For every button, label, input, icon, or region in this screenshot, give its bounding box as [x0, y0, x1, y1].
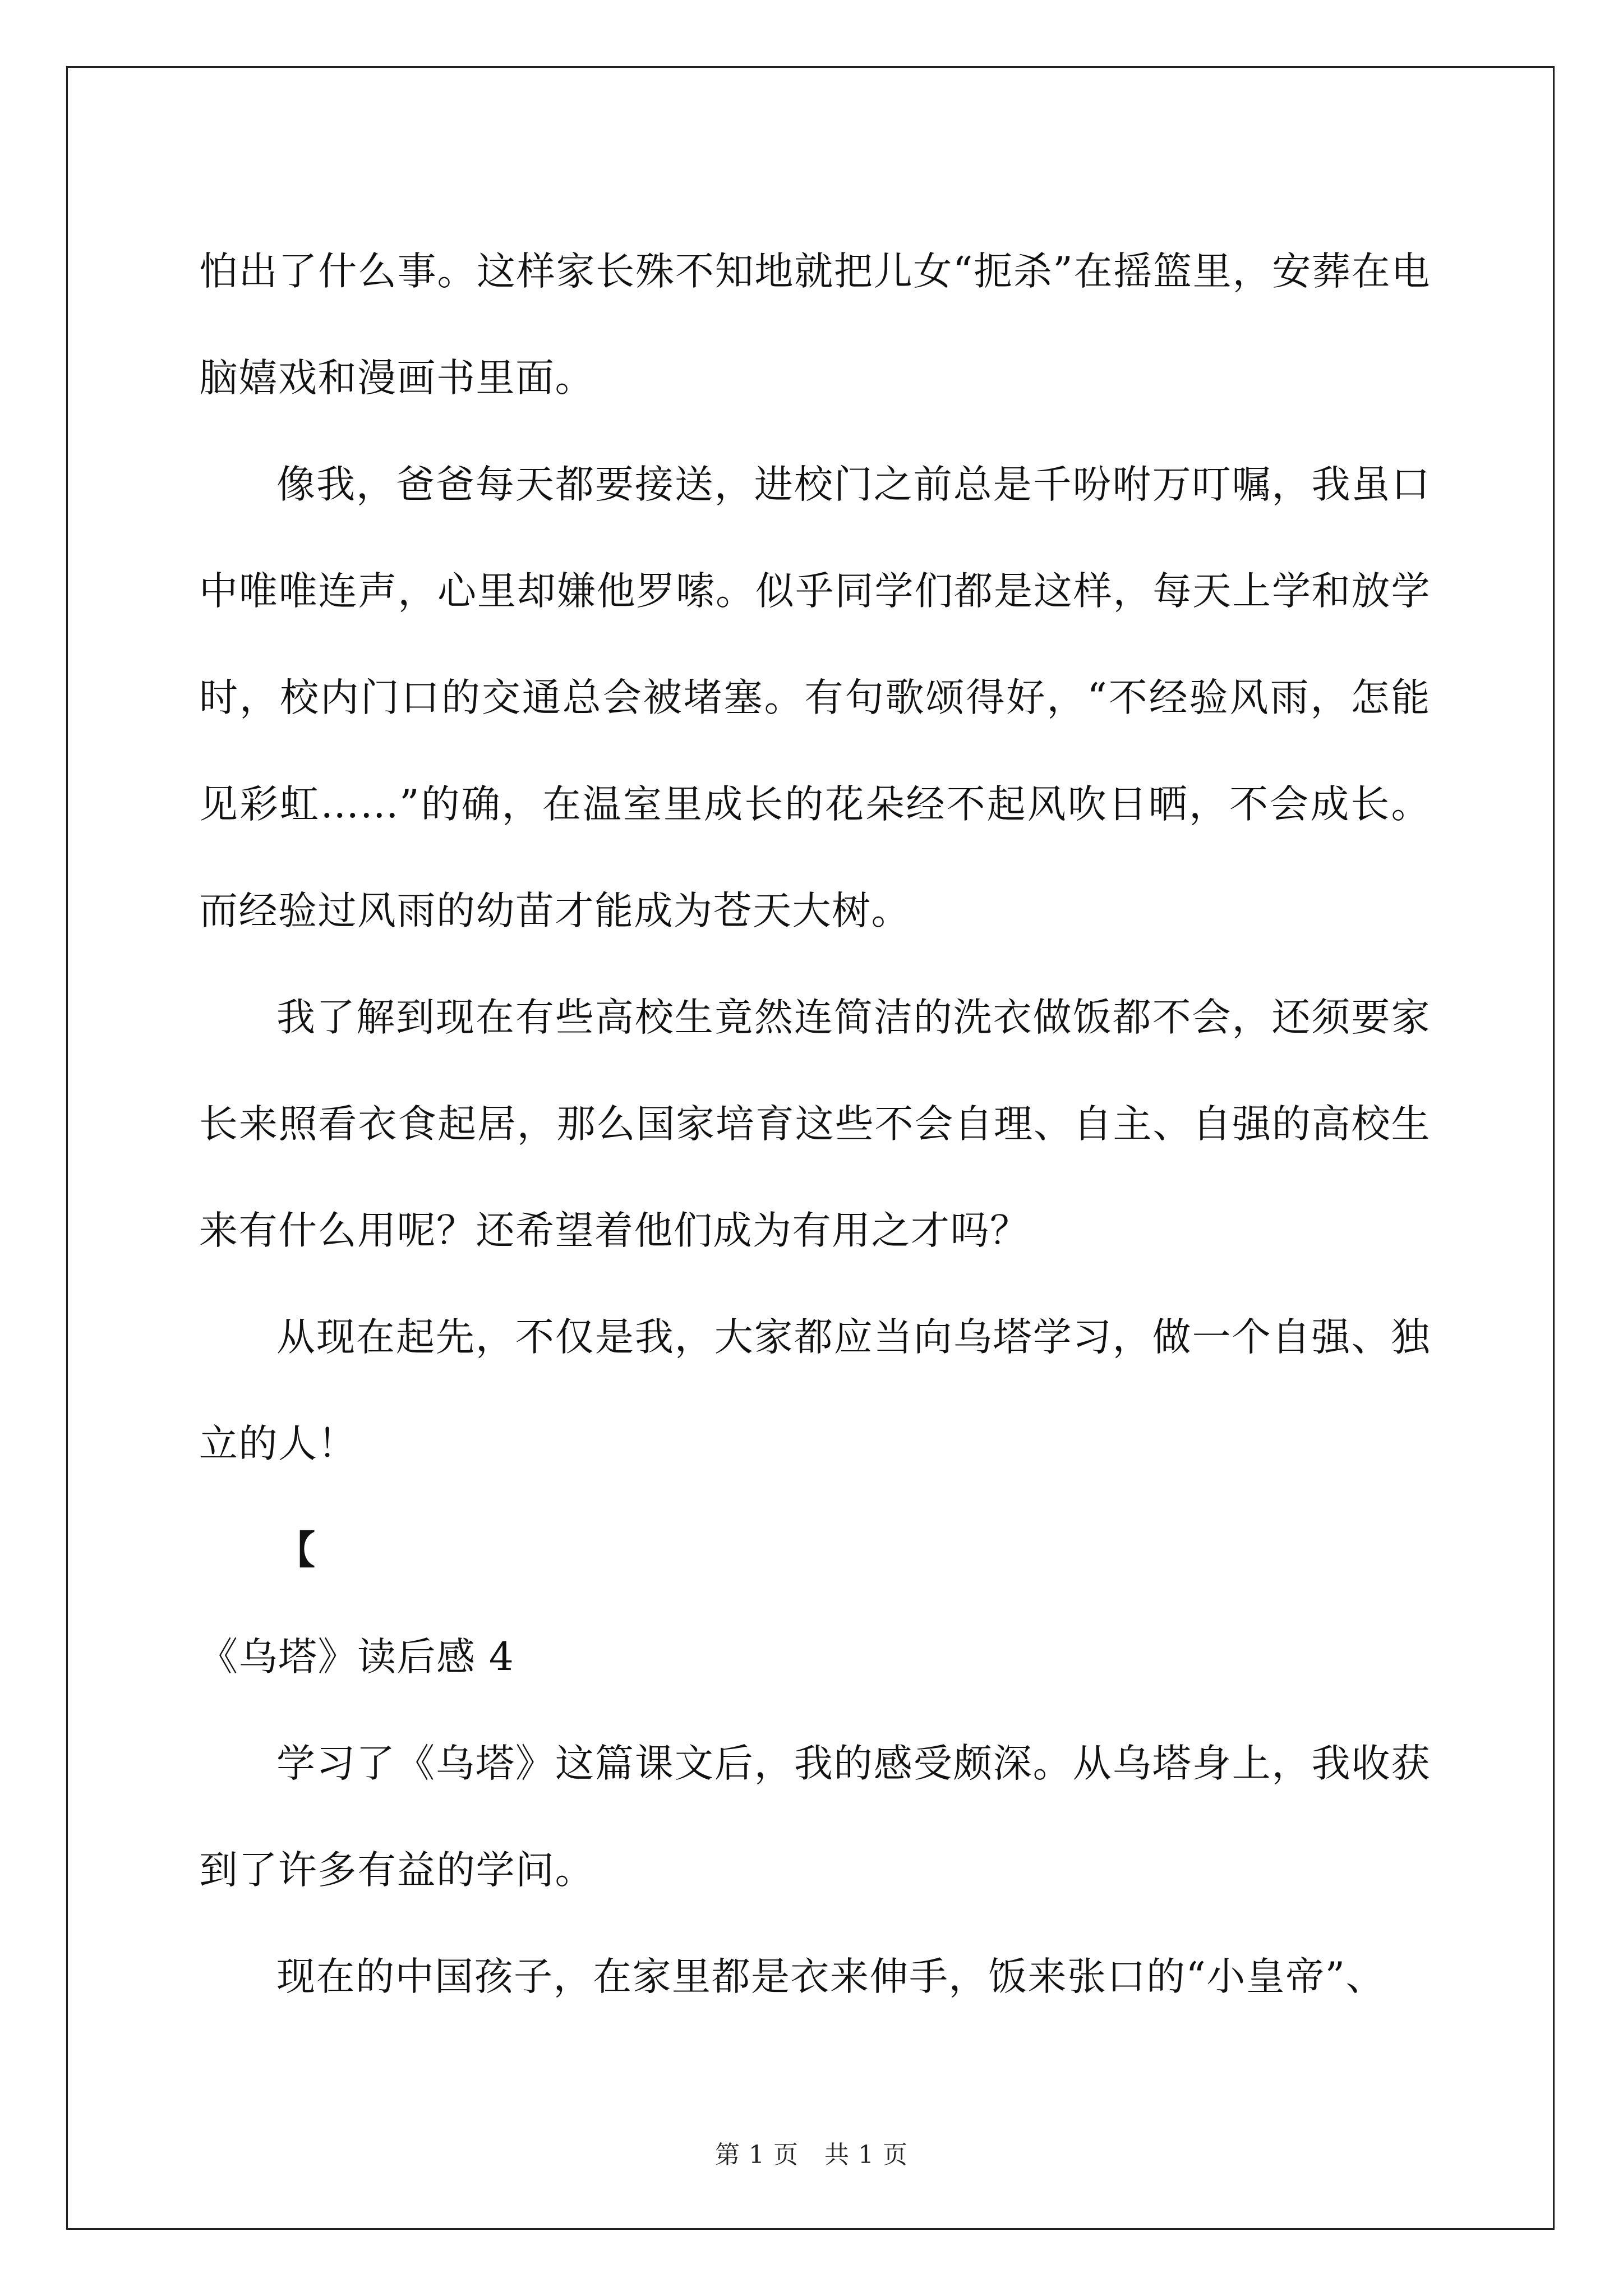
paragraph: 现在的中国孩子，在家里都是衣来伸手，饭来张口的“小皇帝”、 [276, 1954, 1386, 1999]
section-title: 《乌塔》读后感 4 [199, 1635, 515, 1680]
page-footer [0, 2134, 1623, 2170]
page-number: 第 1 页 [715, 2141, 799, 2169]
paragraph: 我了解到现在有些高校生竟然连简洁的洗衣做饭都不会，还须要家长来照看衣食起居，那么国家培育这些不会自理、自主、自强的高校生来有什么用呢？还希望着他们成为有用之才吗？ [199, 995, 1431, 1253]
paragraph: 像我，爸爸每天都要接送，进校门之前总是千吩咐万叮嘱，我虽口中唯唯连声，心里却嫌他罗嗦。似乎同学们都是这样，每天上学和放学时，校内门口的交通总会被堵塞。有句歌颂得好，“不经验风雨，怎能见彩虹……”的确，在温室里成长的花朵经不起风吹日晒，不会成长。而经验过风雨的幼苗才能成为苍天大树。 [199, 462, 1431, 933]
page-total: 共 1 页 [824, 2141, 908, 2169]
paragraph: 学习了《乌塔》这篇课文后，我的感受颇深。从乌塔身上，我收获到了许多有益的学问。 [199, 1741, 1431, 1893]
document-body [199, 218, 1431, 2030]
paragraph-continuation: 怕出了什么事。这样家长殊不知地就把儿女“扼杀”在摇篮里，安葬在电脑嬉戏和漫画书里面。 [199, 249, 1431, 401]
bracket-mark: 【 [276, 1527, 316, 1573]
paragraph: 从现在起先，不仅是我，大家都应当向乌塔学习，做一个自强、独立的人！ [199, 1315, 1431, 1466]
